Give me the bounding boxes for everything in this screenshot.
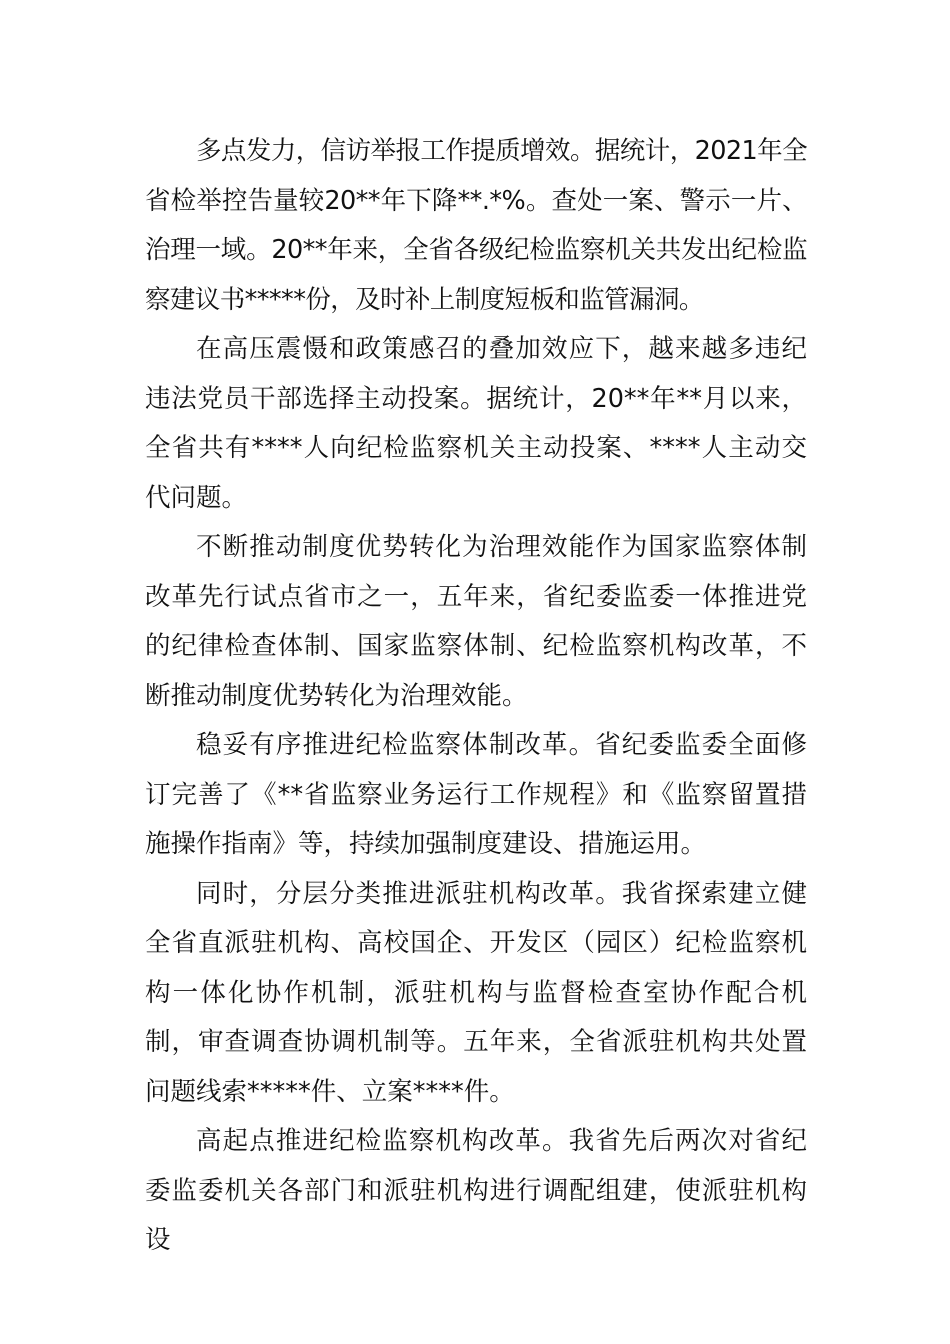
paragraph-system-reform: 稳妥有序推进纪检监察体制改革。省纪委监委全面修订完善了《**省监察业务运行工作规程》和《监察留置措施操作指南》等，持续加强制度建设、措施运用。	[145, 730, 807, 859]
paragraph-voluntary-surrender: 在高压震慑和政策感召的叠加效应下，越来越多违纪违法党员干部选择主动投案。据统计，20**年**月以来，全省共有****人向纪检监察机关主动投案、****人主动交代问题。	[145, 334, 807, 513]
paragraph-stationed-agencies: 同时，分层分类推进派驻机构改革。我省探索建立健全省直派驻机构、高校国企、开发区（园区）纪检监察机构一体化协作机制，派驻机构与监督检查室协作配合机制，审查调查协调机制等。五年来，全省派驻机构共处置问题线索*****件、立案****件。	[145, 878, 807, 1107]
paragraph-system-advantage: 不断推动制度优势转化为治理效能作为国家监察体制改革先行试点省市之一，五年来，省纪委监委一体推进党的纪律检查体制、国家监察体制、纪检监察机构改革，不断推动制度优势转化为治理效能。	[145, 532, 807, 711]
paragraph-agency-reform: 高起点推进纪检监察机构改革。我省先后两次对省纪委监委机关各部门和派驻机构进行调配组建，使派驻机构设	[145, 1126, 807, 1255]
document-body	[145, 127, 807, 1266]
paragraph-petition-reporting: 多点发力，信访举报工作提质增效。据统计，2021年全省检举控告量较20**年下降**.*%。查处一案、警示一片、治理一域。20**年来，全省各级纪检监察机关共发出纪检监察建议书*****份，及时补上制度短板和监管漏洞。	[145, 136, 807, 315]
